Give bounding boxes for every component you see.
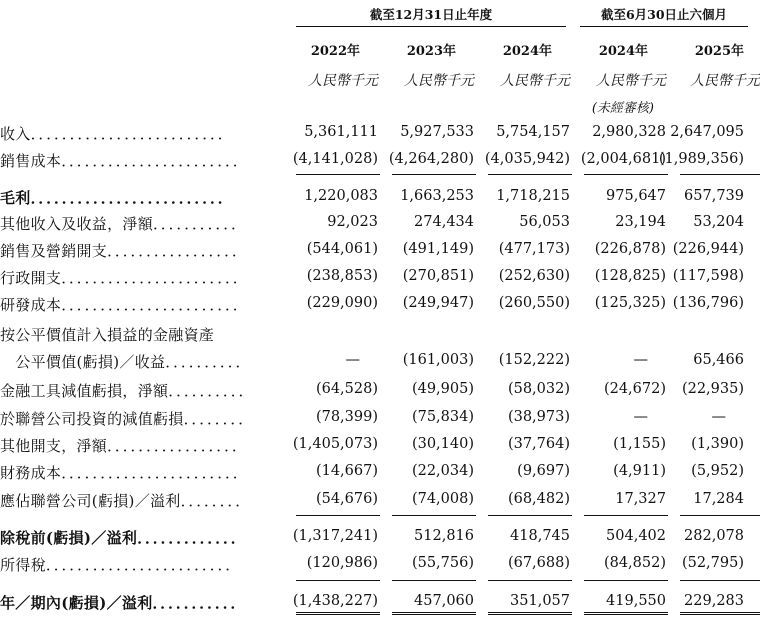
row-value: 419,550 [606,593,666,609]
total-rule [680,612,760,615]
year-header-2022: 2022年 [310,44,360,59]
total-rule [584,612,668,615]
year-header-2023: 2023年 [406,44,456,59]
row-value: 975,647 [606,188,666,204]
group-header-year-ended: 截至12月31日止年度 [369,7,493,22]
total-rule [296,515,380,516]
row-value: 5,754,157 [496,124,570,140]
row-label: 銷售成本．．．．．．．．．．．．．．．．．．．．．．． [0,152,249,170]
row-value: (38,973) [507,409,570,425]
row-value: (22,034) [411,463,474,479]
row-value: (68,482) [507,491,570,507]
row-label: 行政開支．．．．．．．．．．．．．．．．．．．．．．． [0,269,249,287]
row-label: 應佔聯營公司(虧損)／溢利．．．．．．．． [0,492,251,510]
row-value: 65,466 [693,352,744,368]
year-header-2024: 2024年 [502,44,552,59]
total-rule [584,174,668,175]
row-value: 657,739 [684,188,744,204]
year-header-2025-h1: 2025年 [694,44,744,59]
row-value: 418,745 [510,528,570,544]
row-value: 1,220,083 [304,188,378,204]
row-value: 504,402 [606,528,666,544]
row-value: 282,078 [684,528,744,544]
row-value: — [633,409,648,425]
row-value: 56,053 [519,214,570,230]
row-value: (249,947) [402,295,474,311]
unit-header-2025-h1: 人民幣千元 [690,73,760,89]
row-label: 研發成本．．．．．．．．．．．．．．．．．．．．．．． [0,296,249,314]
row-value: (128,825) [594,268,666,284]
row-value: (544,061) [306,241,378,257]
row-label: 財務成本．．．．．．．．．．．．．．．．．．．．．．． [0,464,249,482]
row-value: (54,676) [315,491,378,507]
total-rule [488,612,572,615]
row-value: (260,550) [498,295,570,311]
row-value: — [711,409,726,425]
total-rule [584,515,668,516]
total-rule [296,612,380,615]
row-value: (67,688) [507,555,570,571]
total-rule [488,580,572,581]
row-value: — [345,352,360,368]
total-rule [488,174,572,175]
row-value: (64,528) [315,381,378,397]
row-value: (1,390) [691,436,744,452]
row-value: 1,663,253 [400,188,474,204]
row-value: (1,155) [613,436,666,452]
row-value: (2,004,681) [580,151,666,167]
row-label: 於聯營公司投資的減值虧損．．．．．．．． [0,410,254,428]
row-label: 其他開支，淨額．．．．．．．．．．．．．．．．． [0,437,248,455]
row-value: (5,952) [691,463,744,479]
row-label: 除稅前(虧損)／溢利．．．．．．．．．．．．． [0,529,247,547]
row-value: 92,023 [327,214,378,230]
row-label: 其他收入及收益，淨額．．．．．．．．．．． [0,215,247,233]
group-header-six-months: 截至6月30日止六個月 [600,7,728,22]
row-label: 毛利．．．．．．．．．．．．．．．．．．．．．．．．． [0,189,234,207]
unit-header-2022: 人民幣千元 [308,73,378,89]
row-value: 229,283 [684,593,744,609]
row-value: (37,764) [507,436,570,452]
row-label: 按公平價值計入損益的金融資產 [0,326,215,344]
row-value: (161,003) [402,352,474,368]
row-value: 5,927,533 [400,124,474,140]
row-value: (226,878) [594,241,666,257]
row-value: (74,008) [411,491,474,507]
total-rule [488,515,572,516]
row-value: (1,405,073) [292,436,378,452]
row-value: (238,853) [306,268,378,284]
total-rule [392,515,476,516]
row-value: 17,284 [693,491,744,507]
row-value: (1,989,356) [658,151,744,167]
total-rule [680,515,760,516]
row-value: (75,834) [411,409,474,425]
total-rule [392,580,476,581]
row-value: (252,630) [498,268,570,284]
total-rule [680,580,760,581]
group-header-rule-1 [296,26,566,27]
unit-header-2023: 人民幣千元 [404,73,474,89]
row-value: (22,935) [681,381,744,397]
row-value: (1,317,241) [292,528,378,544]
row-value: (55,756) [411,555,474,571]
row-value: (136,796) [672,295,744,311]
row-value: (14,667) [315,463,378,479]
row-value: 53,204 [693,214,744,230]
row-label: 金融工具減值虧損，淨額．．．．．．．．．． [0,382,254,400]
total-rule [392,174,476,175]
row-value: (4,264,280) [388,151,474,167]
row-value: (30,140) [411,436,474,452]
row-value: (152,222) [498,352,570,368]
row-value: (120,986) [306,555,378,571]
unit-header-2024-h1: 人民幣千元 [596,73,666,89]
row-label: 公平價值(虧損)／收益．．．．．．．．．． [0,353,251,371]
row-value: (58,032) [507,381,570,397]
row-value: (1,438,227) [292,593,378,609]
row-value: (125,325) [594,295,666,311]
row-value: (49,905) [411,381,474,397]
row-value: (4,911) [613,463,666,479]
row-value: (9,697) [517,463,570,479]
row-value: 457,060 [414,593,474,609]
row-value: (270,851) [402,268,474,284]
total-rule [296,580,380,581]
total-rule [680,174,760,175]
row-label: 年／期內(虧損)／溢利．．．．．．．．．．． [0,594,246,612]
row-value: 1,718,215 [496,188,570,204]
row-value: 2,980,328 [592,124,666,140]
total-rule [584,580,668,581]
row-value: (24,672) [603,381,666,397]
row-value: 17,327 [615,491,666,507]
total-rule [296,174,380,175]
group-header-rule-2 [580,26,748,27]
row-value: 351,057 [510,593,570,609]
row-value: 5,361,111 [304,124,378,140]
unit-header-2024: 人民幣千元 [500,73,570,89]
row-value: 512,816 [414,528,474,544]
row-value: (4,035,942) [484,151,570,167]
row-label: 收入．．．．．．．．．．．．．．．．．．．．．．．．． [0,125,234,143]
row-label: 銷售及營銷開支．．．．．．．．．．．．．．．．． [0,242,248,260]
row-value: (4,141,028) [292,151,378,167]
unaudited-note: (未經審核) [591,101,654,116]
row-value: (226,944) [672,241,744,257]
row-value: (84,852) [603,555,666,571]
row-value: (491,149) [402,241,474,257]
row-value: (477,173) [498,241,570,257]
row-value: 23,194 [615,214,666,230]
row-value: (229,090) [306,295,378,311]
row-value: 2,647,095 [670,124,744,140]
year-header-2024-h1: 2024年 [598,44,648,59]
row-value: — [633,352,648,368]
row-value: (117,598) [672,268,744,284]
row-label: 所得稅．．．．．．．．．．．．．．．．．．．．．．．． [0,556,241,574]
row-value: (52,795) [681,555,744,571]
total-rule [392,612,476,615]
row-value: 274,434 [414,214,474,230]
row-value: (78,399) [315,409,378,425]
